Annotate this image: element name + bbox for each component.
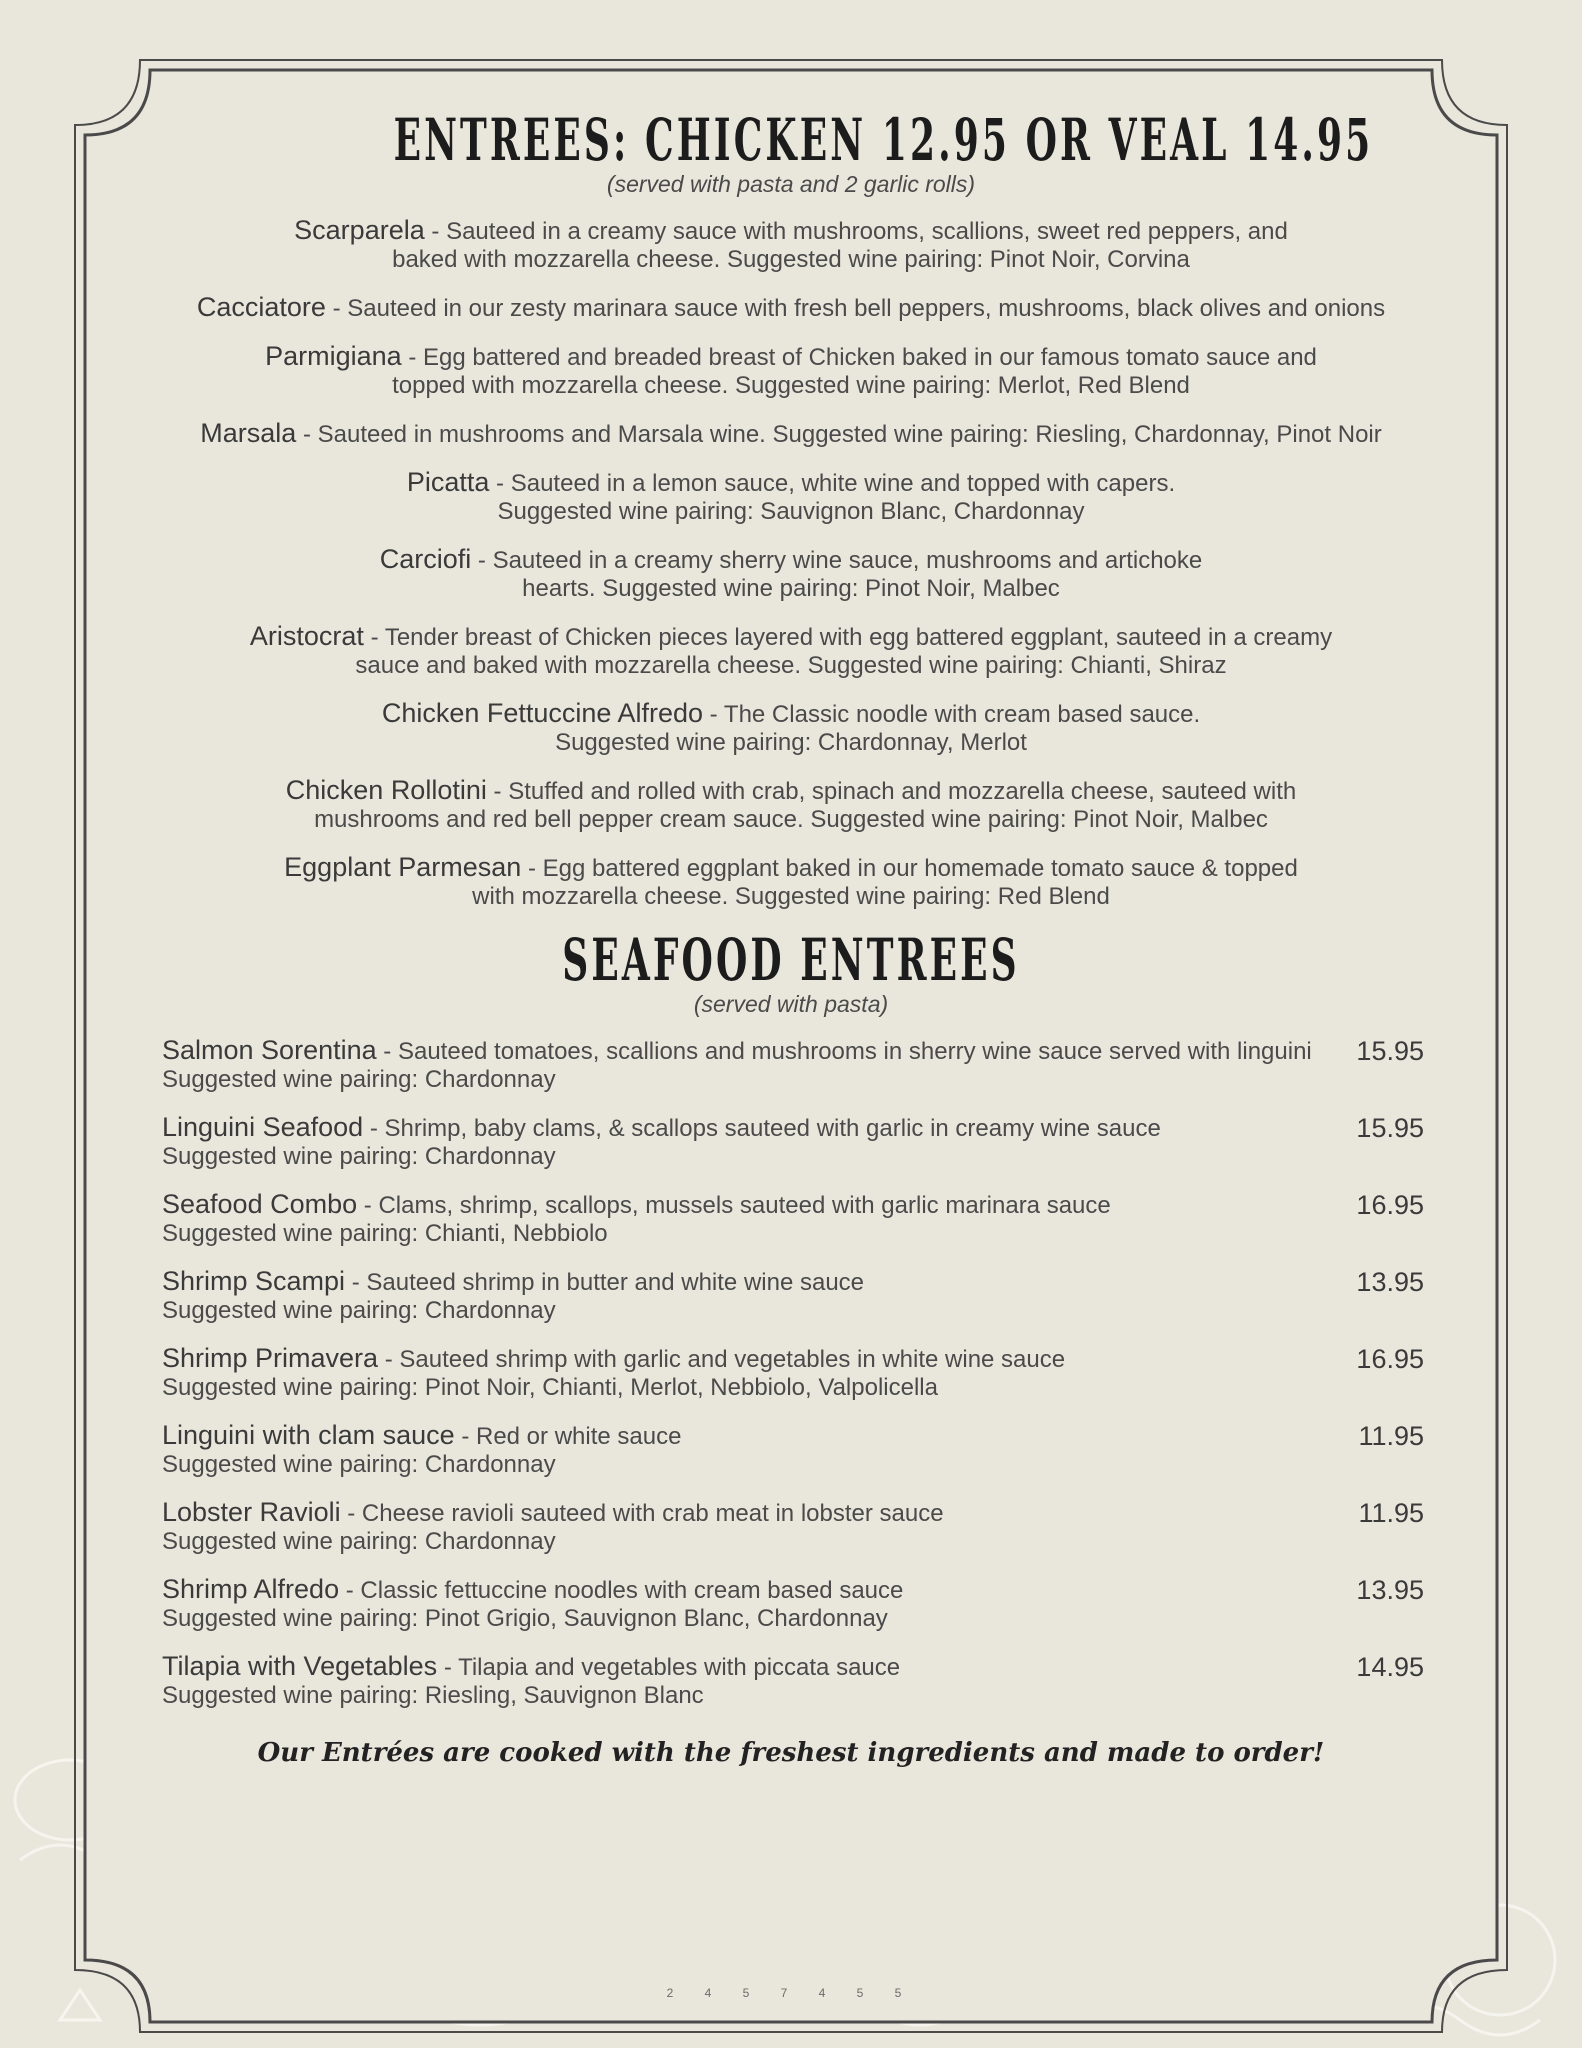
entree-name: Eggplant Parmesan <box>284 851 522 882</box>
seafood-price: 13.95 <box>1356 1574 1424 1605</box>
seafood-text <box>162 1498 944 1556</box>
seafood-name: Tilapia with Vegetables <box>162 1650 438 1681</box>
entrees-subtitle: (served with pasta and 2 garlic rolls) <box>606 170 976 197</box>
entree-desc: - Tender breast of Chicken pieces layered with egg battered eggplant, sauteed in a creamy sauce and baked with mozzarella cheese. Suggested wine pairing: Chianti, Shiraz <box>355 623 1333 679</box>
entree-item <box>150 622 1432 680</box>
seafood-desc: - Cheese ravioli sauteed with crab meat in lobster sauce <box>340 1499 944 1527</box>
entree-item <box>150 699 1432 757</box>
entree-desc: - Sauteed in a creamy sauce with mushrooms, scallions, sweet red peppers, and baked with mozzarella cheese. Suggested wine pairing: Pinot Noir, Corvina <box>392 217 1288 273</box>
footer-code: 2 4 5 7 4 5 5 <box>666 1986 916 2000</box>
seafood-name: Seafood Combo <box>162 1188 358 1219</box>
seafood-price: 15.95 <box>1356 1035 1424 1066</box>
seafood-pairing: Suggested wine pairing: Chardonnay <box>162 1527 556 1555</box>
seafood-item <box>150 1267 1432 1325</box>
entree-item <box>150 419 1432 449</box>
entree-item <box>150 545 1432 603</box>
entree-desc: - The Classic noodle with cream based sauce. Suggested wine pairing: Chardonnay, Merlot <box>555 700 1201 756</box>
seafood-item <box>150 1036 1432 1094</box>
entrees-list <box>150 216 1432 911</box>
entree-name: Scarparela <box>294 214 425 245</box>
seafood-pairing: Suggested wine pairing: Chardonnay <box>162 1142 556 1170</box>
entree-item <box>150 342 1432 400</box>
entree-item <box>150 468 1432 526</box>
seafood-name: Shrimp Primavera <box>162 1342 379 1373</box>
seafood-item <box>150 1575 1432 1633</box>
entree-item <box>150 776 1432 834</box>
seafood-text <box>162 1267 864 1325</box>
seafood-item <box>150 1498 1432 1556</box>
entree-desc: - Sauteed in our zesty marinara sauce with fresh bell peppers, mushrooms, black olives and onions <box>325 294 1386 322</box>
seafood-item <box>150 1421 1432 1479</box>
seafood-text <box>162 1421 681 1479</box>
entrees-title: ENTREES: CHICKEN 12.95 OR VEAL 14.95 <box>393 106 1374 174</box>
seafood-text <box>162 1652 900 1710</box>
entree-desc: - Stuffed and rolled with crab, spinach and mozzarella cheese, sauteed with mushrooms and red bell pepper cream sauce. Suggested wine pairing: Pinot Noir, Malbec <box>314 777 1297 833</box>
entree-name: Marsala <box>200 417 297 448</box>
entree-name: Chicken Rollotini <box>285 774 487 805</box>
entree-desc: - Egg battered and breaded breast of Chicken baked in our famous tomato sauce and topped with mozzarella cheese. Suggested wine pairing: Merlot, Red Blend <box>392 343 1317 399</box>
seafood-item <box>150 1113 1432 1171</box>
entree-name: Chicken Fettuccine Alfredo <box>381 697 704 728</box>
entree-name: Picatta <box>406 466 490 497</box>
seafood-pairing: Suggested wine pairing: Chianti, Nebbiolo <box>162 1219 608 1247</box>
seafood-name: Linguini Seafood <box>162 1111 364 1142</box>
seafood-desc: - Clams, shrimp, scallops, mussels sauteed with garlic marinara sauce <box>357 1191 1111 1219</box>
entree-item <box>150 853 1432 911</box>
entree-name: Carciofi <box>379 543 472 574</box>
seafood-desc: - Sauteed shrimp in butter and white wine sauce <box>345 1268 865 1296</box>
seafood-text <box>162 1344 1065 1402</box>
entree-item <box>150 293 1432 323</box>
seafood-item <box>150 1652 1432 1710</box>
seafood-subtitle: (served with pasta) <box>693 990 889 1017</box>
seafood-text <box>162 1113 1161 1171</box>
seafood-name: Shrimp Scampi <box>162 1265 346 1296</box>
seafood-name: Lobster Ravioli <box>162 1496 341 1527</box>
seafood-price: 11.95 <box>1358 1420 1424 1451</box>
tagline: Our Entrées are cooked with the freshest ingredients and made to order! <box>257 1737 1325 1768</box>
seafood-item <box>150 1190 1432 1248</box>
seafood-text <box>162 1036 1312 1094</box>
seafood-pairing: Suggested wine pairing: Pinot Noir, Chianti, Merlot, Nebbiolo, Valpolicella <box>162 1373 938 1401</box>
entree-desc: - Sauteed in mushrooms and Marsala wine. Suggested wine pairing: Riesling, Chardonnay, Pinot Noir <box>296 420 1382 448</box>
seafood-desc: - Shrimp, baby clams, & scallops sauteed with garlic in creamy wine sauce <box>363 1114 1161 1142</box>
seafood-title: SEAFOOD ENTREES <box>562 925 1020 994</box>
seafood-price: 13.95 <box>1356 1266 1424 1297</box>
seafood-price: 15.95 <box>1356 1112 1424 1143</box>
seafood-text <box>162 1190 1111 1248</box>
seafood-list <box>150 1036 1432 1710</box>
entree-desc: - Egg battered eggplant baked in our homemade tomato sauce & topped with mozzarella cheese. Suggested wine pairing: Red Blend <box>472 854 1298 910</box>
seafood-price: 11.95 <box>1358 1497 1424 1528</box>
seafood-desc: - Red or white sauce <box>454 1422 682 1450</box>
seafood-pairing: Suggested wine pairing: Chardonnay <box>162 1296 556 1324</box>
seafood-pairing: Suggested wine pairing: Chardonnay <box>162 1065 556 1093</box>
entree-name: Cacciatore <box>196 291 326 322</box>
seafood-name: Salmon Sorentina <box>162 1034 377 1065</box>
seafood-pairing: Suggested wine pairing: Riesling, Sauvignon Blanc <box>162 1681 704 1709</box>
seafood-name: Linguini with clam sauce <box>162 1419 455 1450</box>
menu-content <box>150 106 1432 1768</box>
seafood-name: Shrimp Alfredo <box>162 1573 340 1604</box>
seafood-text <box>162 1575 903 1633</box>
entree-desc: - Sauteed in a lemon sauce, white wine and topped with capers. Suggested wine pairing: Sauvignon Blanc, Chardonnay <box>489 469 1176 525</box>
seafood-desc: - Tilapia and vegetables with piccata sauce <box>437 1653 901 1681</box>
seafood-desc: - Classic fettuccine noodles with cream based sauce <box>339 1576 904 1604</box>
entree-desc: - Sauteed in a creamy sherry wine sauce, mushrooms and artichoke hearts. Suggested wine pairing: Pinot Noir, Malbec <box>471 546 1203 602</box>
seafood-price: 16.95 <box>1356 1189 1424 1220</box>
entree-name: Aristocrat <box>249 620 364 651</box>
entree-name: Parmigiana <box>265 340 402 371</box>
seafood-pairing: Suggested wine pairing: Chardonnay <box>162 1450 556 1478</box>
seafood-item <box>150 1344 1432 1402</box>
seafood-desc: - Sauteed tomatoes, scallions and mushrooms in sherry wine sauce served with linguini <box>376 1037 1312 1065</box>
seafood-price: 14.95 <box>1356 1651 1424 1682</box>
seafood-desc: - Sauteed shrimp with garlic and vegetables in white wine sauce <box>378 1345 1066 1373</box>
entree-item <box>150 216 1432 274</box>
seafood-price: 16.95 <box>1356 1343 1424 1374</box>
seafood-pairing: Suggested wine pairing: Pinot Grigio, Sauvignon Blanc, Chardonnay <box>162 1604 888 1632</box>
